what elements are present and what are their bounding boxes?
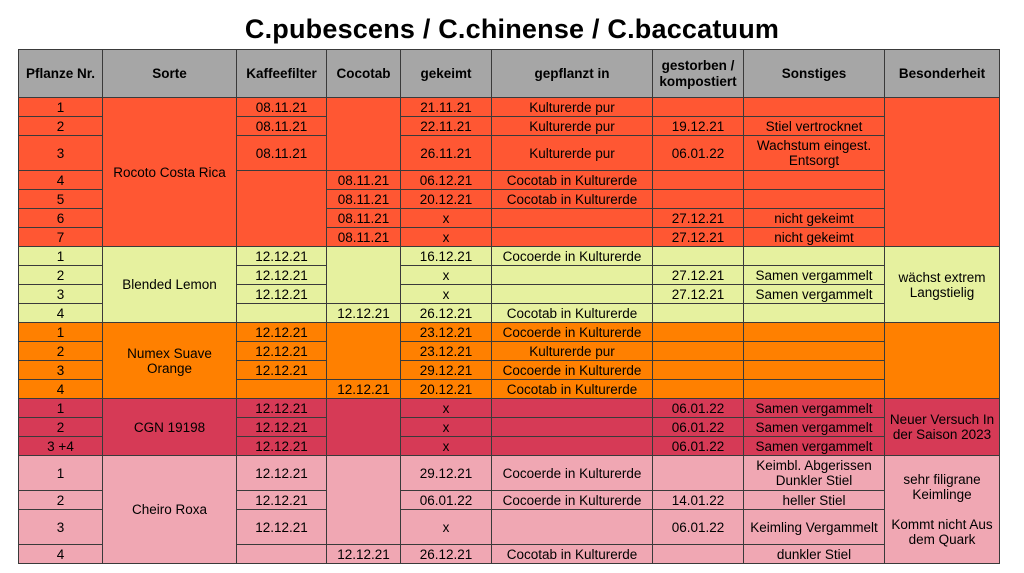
cell-kaffeefilter[interactable]: 12.12.21 <box>237 510 327 545</box>
cell-nr[interactable]: 5 <box>19 190 103 209</box>
cell-gepflanzt[interactable]: Cocoerde in Kulturerde <box>492 456 653 491</box>
cell-kaffeefilter[interactable]: 12.12.21 <box>237 456 327 491</box>
spacer <box>887 502 997 517</box>
cell-gekeimt[interactable]: 23.12.21 <box>401 342 492 361</box>
cell-gekeimt[interactable]: 26.12.21 <box>401 304 492 323</box>
cell-gestorben[interactable] <box>653 304 744 323</box>
header-gestorben[interactable]: gestorben / kompostiert <box>653 50 744 98</box>
cell-gepflanzt[interactable] <box>492 510 653 545</box>
cell-kaffeefilter[interactable] <box>237 545 327 564</box>
cell-sonstiges[interactable] <box>744 304 885 323</box>
cell-sonstiges[interactable]: Samen vergammelt <box>744 399 885 418</box>
cell-kaffeefilter[interactable]: 12.12.21 <box>237 266 327 285</box>
cell-gestorben[interactable] <box>653 171 744 190</box>
header-pflanze-nr[interactable]: Pflanze Nr. <box>19 50 103 98</box>
table-row <box>19 98 1000 117</box>
header-besonderheit[interactable]: Besonderheit <box>885 50 1000 98</box>
cell-gekeimt[interactable]: 20.12.21 <box>401 380 492 399</box>
cell-nr[interactable]: 3 <box>19 285 103 304</box>
cell-cocotab[interactable]: 08.11.21 <box>327 171 401 190</box>
cell-gekeimt[interactable]: 06.01.22 <box>401 491 492 510</box>
header-sonstiges[interactable]: Sonstiges <box>744 50 885 98</box>
cell-gekeimt[interactable]: 26.12.21 <box>401 545 492 564</box>
cell-kaffeefilter[interactable]: 08.11.21 <box>237 98 327 117</box>
cell-gekeimt[interactable]: x <box>401 228 492 247</box>
page-title: C.pubescens / C.chinense / C.baccatuum <box>244 14 780 44</box>
cell-nr[interactable]: 1 <box>19 247 103 266</box>
cell-sorte[interactable]: Cheiro Roxa <box>103 456 237 564</box>
cell-gestorben[interactable] <box>653 98 744 117</box>
cell-sonstiges[interactable]: Keimling Vergammelt <box>744 510 885 545</box>
cell-cocotab[interactable] <box>327 98 401 171</box>
cell-gekeimt[interactable]: x <box>401 209 492 228</box>
cell-gestorben[interactable] <box>653 380 744 399</box>
cell-gestorben[interactable]: 06.01.22 <box>653 510 744 545</box>
cell-sonstiges[interactable]: Wachstum eingest. Entsorgt <box>744 136 885 171</box>
cell-nr[interactable]: 1 <box>19 456 103 491</box>
cell-nr[interactable]: 1 <box>19 399 103 418</box>
cell-gestorben[interactable] <box>653 545 744 564</box>
cell-gepflanzt[interactable]: Kulturerde pur <box>492 117 653 136</box>
cell-nr[interactable]: 3 <box>19 361 103 380</box>
cell-gepflanzt[interactable] <box>492 418 653 437</box>
cell-sorte[interactable]: Numex Suave Orange <box>103 323 237 399</box>
cell-gestorben[interactable]: 27.12.21 <box>653 228 744 247</box>
cell-gekeimt[interactable]: 21.11.21 <box>401 98 492 117</box>
cell-kaffeefilter[interactable]: 08.11.21 <box>237 136 327 171</box>
cell-sonstiges[interactable] <box>744 247 885 266</box>
plant-table <box>18 49 1000 564</box>
cell-nr[interactable]: 2 <box>19 266 103 285</box>
cell-kaffeefilter[interactable] <box>237 171 327 247</box>
cell-sonstiges[interactable] <box>744 361 885 380</box>
cell-cocotab[interactable]: 08.11.21 <box>327 190 401 209</box>
cell-cocotab[interactable]: 12.12.21 <box>327 380 401 399</box>
cell-gestorben[interactable] <box>653 342 744 361</box>
cell-kaffeefilter[interactable]: 12.12.21 <box>237 418 327 437</box>
cell-sonstiges[interactable]: nicht gekeimt <box>744 228 885 247</box>
cell-nr[interactable]: 1 <box>19 98 103 117</box>
cell-gekeimt[interactable]: x <box>401 418 492 437</box>
cell-kaffeefilter[interactable]: 12.12.21 <box>237 323 327 342</box>
table-row <box>19 399 1000 418</box>
cell-gekeimt[interactable]: x <box>401 399 492 418</box>
cell-gekeimt[interactable]: x <box>401 266 492 285</box>
cell-besonderheit[interactable] <box>885 98 1000 247</box>
table-row <box>19 456 1000 491</box>
cell-gestorben[interactable] <box>653 361 744 380</box>
cell-gestorben[interactable] <box>653 190 744 209</box>
cell-sonstiges[interactable]: Samen vergammelt <box>744 418 885 437</box>
cell-gepflanzt[interactable]: Cocotab in Kulturerde <box>492 380 653 399</box>
cell-kaffeefilter[interactable]: 12.12.21 <box>237 491 327 510</box>
cell-nr[interactable]: 2 <box>19 491 103 510</box>
cell-gestorben[interactable] <box>653 323 744 342</box>
cell-gepflanzt[interactable]: Cocotab in Kulturerde <box>492 171 653 190</box>
cell-gestorben[interactable]: 19.12.21 <box>653 117 744 136</box>
cell-kaffeefilter[interactable] <box>237 380 327 399</box>
cell-gepflanzt[interactable] <box>492 437 653 456</box>
cell-gekeimt[interactable]: x <box>401 285 492 304</box>
cell-gepflanzt[interactable]: Cocotab in Kulturerde <box>492 190 653 209</box>
cell-sonstiges[interactable]: Samen vergammelt <box>744 437 885 456</box>
cell-gepflanzt[interactable] <box>492 285 653 304</box>
cell-nr[interactable]: 3 +4 <box>19 437 103 456</box>
cell-kaffeefilter[interactable]: 12.12.21 <box>237 361 327 380</box>
cell-gepflanzt[interactable]: Cocoerde in Kulturerde <box>492 491 653 510</box>
cell-nr[interactable]: 3 <box>19 136 103 171</box>
cell-sonstiges[interactable] <box>744 323 885 342</box>
cell-kaffeefilter[interactable]: 12.12.21 <box>237 437 327 456</box>
cell-cocotab[interactable] <box>327 456 401 545</box>
cell-besonderheit[interactable]: wächst extrem Langstielig <box>885 247 1000 323</box>
cell-sonstiges[interactable] <box>744 380 885 399</box>
cell-besonderheit[interactable] <box>885 323 1000 399</box>
cell-gestorben[interactable]: 06.01.22 <box>653 418 744 437</box>
cell-nr[interactable]: 2 <box>19 117 103 136</box>
header-kaffeefilter[interactable]: Kaffeefilter <box>237 50 327 98</box>
cell-gepflanzt[interactable] <box>492 209 653 228</box>
cell-gepflanzt[interactable]: Cocotab in Kulturerde <box>492 545 653 564</box>
cell-gestorben[interactable]: 06.01.22 <box>653 399 744 418</box>
cell-nr[interactable]: 2 <box>19 342 103 361</box>
cell-nr[interactable]: 4 <box>19 545 103 564</box>
cell-cocotab[interactable] <box>327 247 401 304</box>
cell-cocotab[interactable]: 12.12.21 <box>327 304 401 323</box>
cell-kaffeefilter[interactable]: 12.12.21 <box>237 399 327 418</box>
cell-gekeimt[interactable]: x <box>401 510 492 545</box>
header-cocotab[interactable]: Cocotab <box>327 50 401 98</box>
cell-gestorben[interactable] <box>653 456 744 491</box>
header-gepflanzt-in[interactable]: gepflanzt in <box>492 50 653 98</box>
besonderheit-note-2: Kommt nicht Aus dem Quark <box>891 517 993 547</box>
cell-gestorben[interactable]: 27.12.21 <box>653 266 744 285</box>
header-row <box>19 50 1000 98</box>
cell-gestorben[interactable]: 27.12.21 <box>653 209 744 228</box>
cell-kaffeefilter[interactable]: 12.12.21 <box>237 342 327 361</box>
cell-nr[interactable]: 7 <box>19 228 103 247</box>
cell-gepflanzt[interactable]: Cocotab in Kulturerde <box>492 304 653 323</box>
cell-gekeimt[interactable]: x <box>401 437 492 456</box>
cell-sonstiges[interactable]: nicht gekeimt <box>744 209 885 228</box>
cell-gekeimt[interactable]: 22.11.21 <box>401 117 492 136</box>
cell-nr[interactable]: 2 <box>19 418 103 437</box>
cell-cocotab[interactable]: 12.12.21 <box>327 545 401 564</box>
header-gekeimt[interactable]: gekeimt <box>401 50 492 98</box>
cell-gepflanzt[interactable] <box>492 266 653 285</box>
cell-gestorben[interactable]: 06.01.22 <box>653 136 744 171</box>
cell-gepflanzt[interactable]: Kulturerde pur <box>492 342 653 361</box>
cell-nr[interactable]: 1 <box>19 323 103 342</box>
cell-cocotab[interactable] <box>327 323 401 380</box>
cell-gepflanzt[interactable]: Kulturerde pur <box>492 98 653 117</box>
cell-gekeimt[interactable]: 16.12.21 <box>401 247 492 266</box>
cell-kaffeefilter[interactable]: 12.12.21 <box>237 247 327 266</box>
besonderheit-note-1: sehr filigrane Keimlinge <box>903 472 981 502</box>
cell-gekeimt[interactable]: 06.12.21 <box>401 171 492 190</box>
cell-sonstiges[interactable]: Keimbl. Abgerissen Dunkler Stiel <box>744 456 885 491</box>
cell-gestorben[interactable]: 06.01.22 <box>653 437 744 456</box>
cell-gestorben[interactable] <box>653 247 744 266</box>
cell-gekeimt[interactable]: 20.12.21 <box>401 190 492 209</box>
cell-gepflanzt[interactable] <box>492 228 653 247</box>
cell-nr[interactable]: 6 <box>19 209 103 228</box>
cell-cocotab[interactable]: 08.11.21 <box>327 228 401 247</box>
cell-kaffeefilter[interactable]: 08.11.21 <box>237 117 327 136</box>
cell-sonstiges[interactable] <box>744 190 885 209</box>
cell-gekeimt[interactable]: 26.11.21 <box>401 136 492 171</box>
cell-besonderheit[interactable]: Neuer Versuch In der Saison 2023 <box>885 399 1000 456</box>
cell-sonstiges[interactable] <box>744 98 885 117</box>
cell-sonstiges[interactable]: heller Stiel <box>744 491 885 510</box>
cell-sonstiges[interactable]: Samen vergammelt <box>744 266 885 285</box>
cell-sorte[interactable]: Blended Lemon <box>103 247 237 323</box>
cell-gekeimt[interactable]: 29.12.21 <box>401 361 492 380</box>
header-sorte[interactable]: Sorte <box>103 50 237 98</box>
cell-sonstiges[interactable]: Stiel vertrocknet <box>744 117 885 136</box>
cell-gestorben[interactable]: 14.01.22 <box>653 491 744 510</box>
cell-cocotab[interactable]: 08.11.21 <box>327 209 401 228</box>
cell-nr[interactable]: 4 <box>19 171 103 190</box>
cell-gestorben[interactable]: 27.12.21 <box>653 285 744 304</box>
cell-sonstiges[interactable]: dunkler Stiel <box>744 545 885 564</box>
cell-sonstiges[interactable] <box>744 342 885 361</box>
cell-gepflanzt[interactable]: Cocoerde in Kulturerde <box>492 361 653 380</box>
cell-sonstiges[interactable]: Samen vergammelt <box>744 285 885 304</box>
cell-gekeimt[interactable]: 23.12.21 <box>401 323 492 342</box>
cell-besonderheit[interactable] <box>885 456 1000 564</box>
cell-cocotab[interactable] <box>327 399 401 456</box>
cell-nr[interactable]: 3 <box>19 510 103 545</box>
cell-gekeimt[interactable]: 29.12.21 <box>401 456 492 491</box>
cell-nr[interactable]: 4 <box>19 380 103 399</box>
cell-kaffeefilter[interactable]: 12.12.21 <box>237 285 327 304</box>
cell-gepflanzt[interactable]: Kulturerde pur <box>492 136 653 171</box>
table-row <box>19 323 1000 342</box>
cell-kaffeefilter[interactable] <box>237 304 327 323</box>
cell-gepflanzt[interactable]: Cocoerde in Kulturerde <box>492 247 653 266</box>
cell-sorte[interactable]: CGN 19198 <box>103 399 237 456</box>
table-row <box>19 247 1000 266</box>
cell-sonstiges[interactable] <box>744 171 885 190</box>
cell-gepflanzt[interactable] <box>492 399 653 418</box>
cell-gepflanzt[interactable]: Cocoerde in Kulturerde <box>492 323 653 342</box>
cell-sorte[interactable]: Rocoto Costa Rica <box>103 98 237 247</box>
cell-nr[interactable]: 4 <box>19 304 103 323</box>
